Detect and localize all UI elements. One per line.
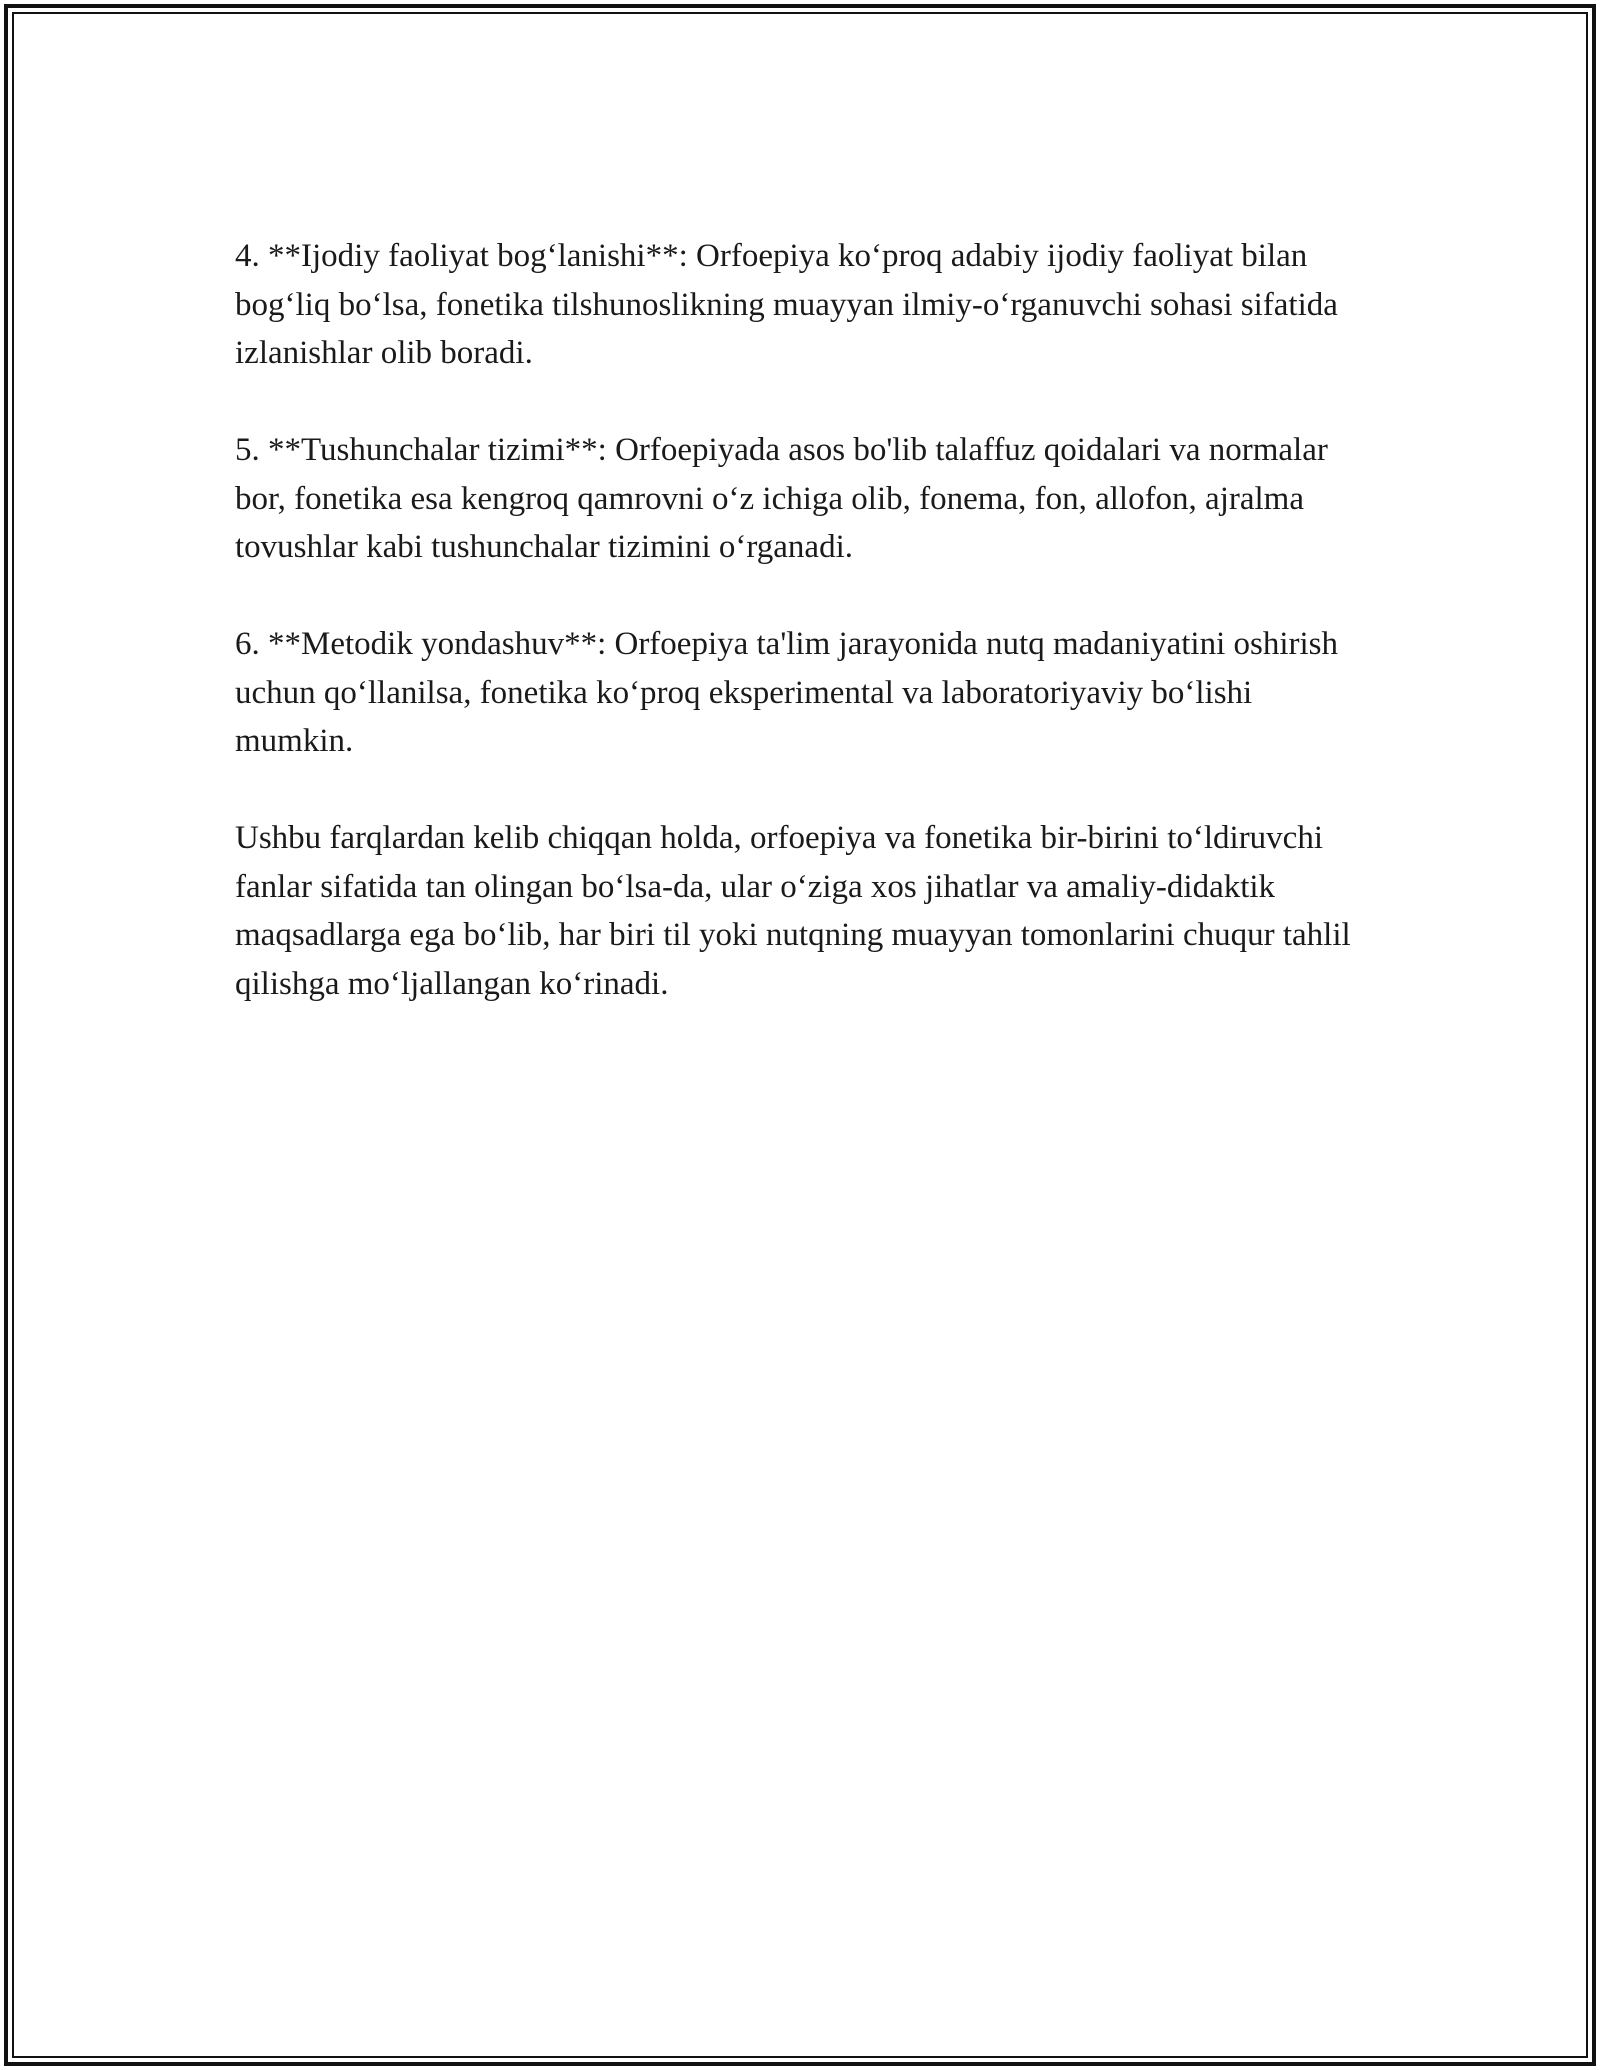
paragraph-creative-activity: 4. **Ijodiy faoliyat bog‘lanishi**: Orfoepiya ko‘proq adabiy ijodiy faoliyat bilan bog‘liq bo‘lsa, fonetika tilshunoslikning muayyan ilmiy-o‘rganuvchi sohasi sifatida izlanishlar olib boradi. — [235, 238, 1338, 371]
document-body — [235, 232, 1365, 1057]
paragraph-methodical-approach: 6. **Metodik yondashuv**: Orfoepiya ta'lim jarayonida nutq madaniyatini oshirish uchun qo‘llanilsa, fonetika ko‘proq eksperimental va laboratoriyaviy bo‘lishi mumkin. — [235, 626, 1339, 759]
paragraph-conclusion: Ushbu farqlardan kelib chiqqan holda, orfoepiya va fonetika bir-birini to‘ldiruvchi fanlar sifatida tan olingan bo‘lsa-da, ular o‘ziga xos jihatlar va amaliy-didaktik maqsadlarga ega bo‘lib, har biri til yoki nutqning muayyan tomonlarini chuqur tahlil qilishga mo‘ljallangan ko‘rinadi. — [235, 820, 1351, 1002]
paragraph-concept-system: 5. **Tushunchalar tizimi**: Orfoepiyada asos bo'lib talaffuz qoidalari va normalar bor, fonetika esa kengroq qamrovni o‘z ichiga olib, fonema, fon, allofon, ajralma tovushlar kabi tushunchalar tizimini o‘rganadi. — [235, 432, 1328, 565]
